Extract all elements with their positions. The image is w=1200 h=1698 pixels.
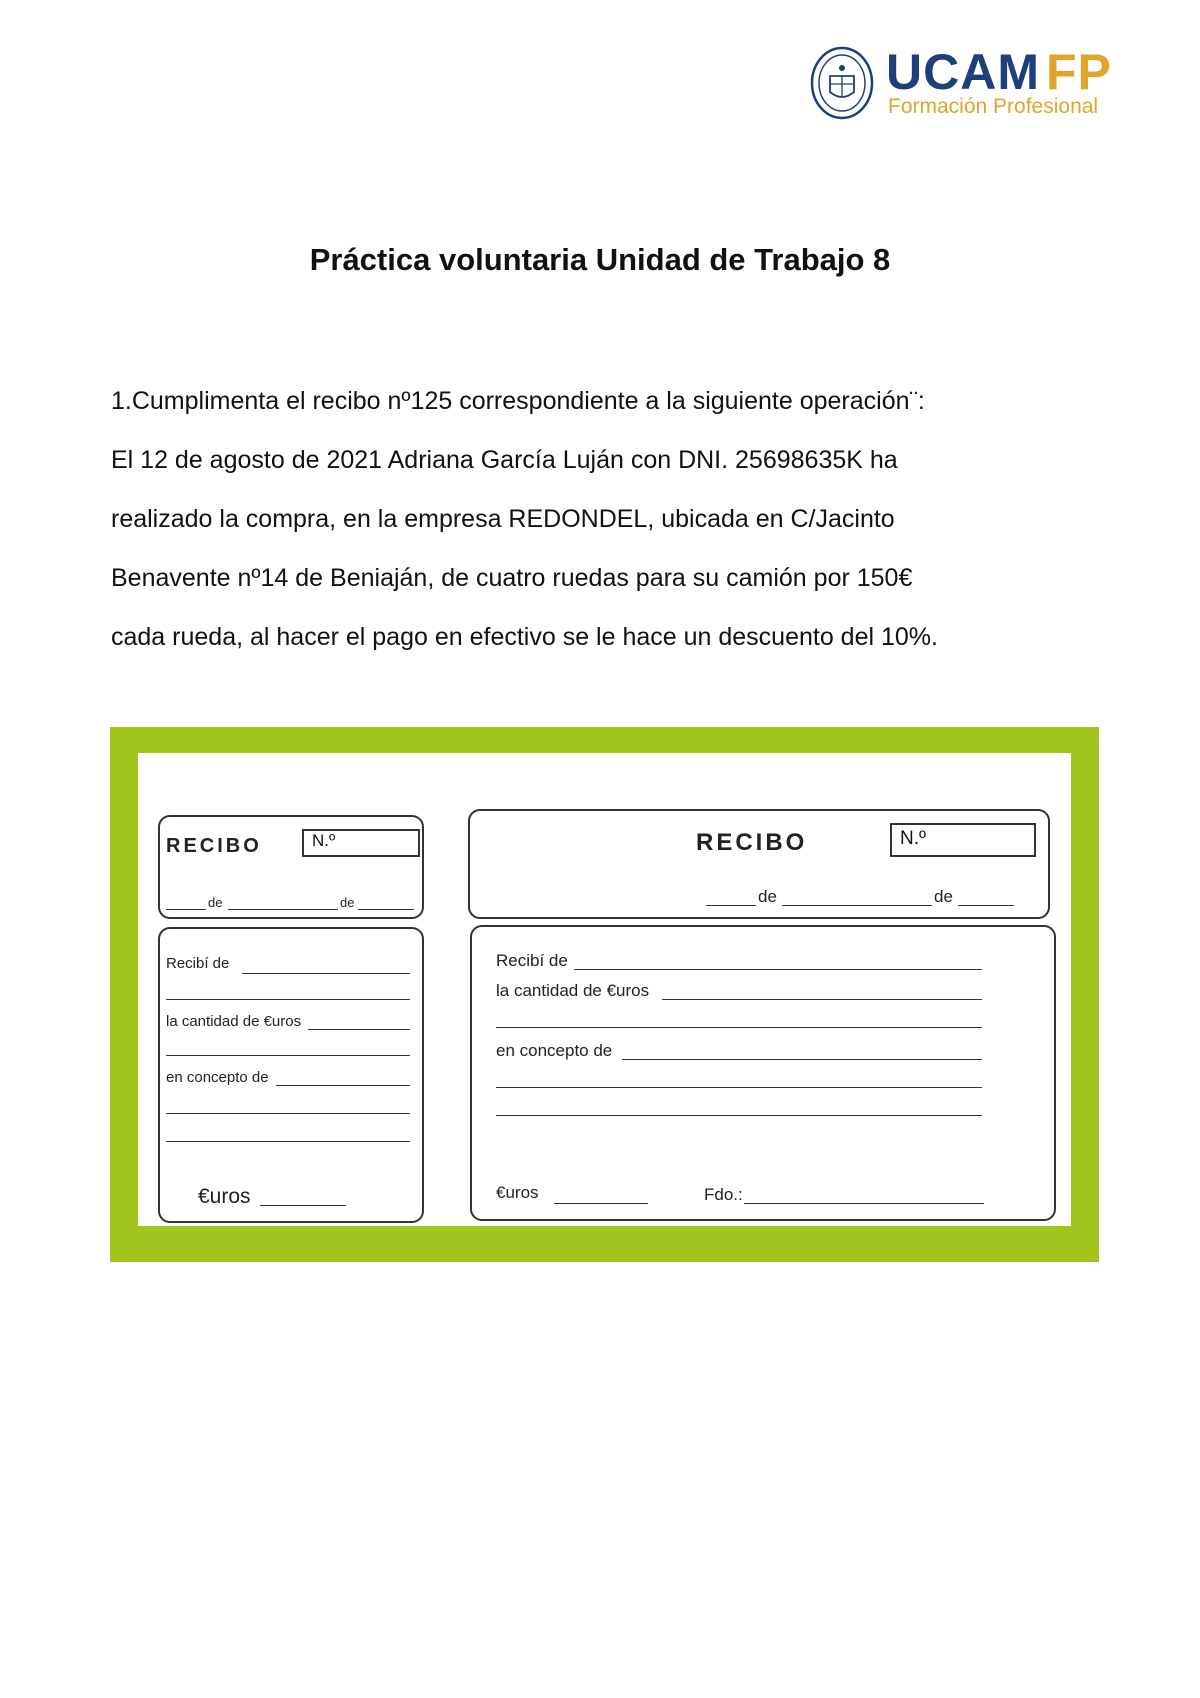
stub-date-year-line[interactable] — [358, 909, 414, 910]
main-date-month-line[interactable] — [782, 905, 932, 906]
main-signature-label: Fdo.: — [704, 1185, 743, 1204]
main-concept-line[interactable] — [622, 1059, 982, 1060]
stub-extra-line[interactable] — [166, 1113, 410, 1114]
logo-brand-suffix: FP — [1045, 44, 1112, 100]
main-date-de-1: de — [758, 887, 777, 906]
statement-line: realizado la compra, en la empresa REDONDEL, ubicada en C/Jacinto — [111, 505, 895, 533]
stub-date-de-1: de — [208, 895, 223, 910]
main-title: RECIBO — [696, 829, 808, 856]
main-concept-label: en concepto de — [496, 1041, 613, 1060]
main-extra-line[interactable] — [496, 1027, 982, 1028]
receipt-frame — [110, 727, 1099, 1262]
stub-concept-line[interactable] — [276, 1085, 410, 1086]
stub-date-de-2: de — [340, 895, 355, 910]
exercise-statement — [111, 372, 1101, 667]
stub-amount-label: la cantidad de €uros — [166, 1013, 302, 1030]
stub-date-day-line[interactable] — [166, 909, 206, 910]
stub-number-field[interactable]: N.º — [302, 829, 420, 857]
page-title: Práctica voluntaria Unidad de Trabajo 8 — [309, 242, 891, 277]
main-date-year-line[interactable] — [958, 905, 1014, 906]
logo-subtitle: Formación Profesional — [888, 95, 1099, 118]
stub-body-box — [158, 927, 424, 1223]
logo-brand: UCAM — [886, 44, 1040, 100]
stub-date-month-line[interactable] — [228, 909, 338, 910]
main-date-day-line[interactable] — [706, 905, 756, 906]
stub-received-from-label: Recibí de — [166, 955, 230, 972]
receipt-sheet — [138, 753, 1071, 1226]
main-signature-line[interactable] — [744, 1203, 984, 1204]
stub-header-box — [158, 815, 424, 919]
stub-amount-line[interactable] — [308, 1029, 410, 1030]
stub-received-from-line[interactable] — [242, 973, 410, 974]
statement-line: 1.Cumplimenta el recibo nº125 correspondiente a la siguiente operación¨: — [111, 387, 925, 415]
main-extra-line[interactable] — [496, 1115, 982, 1116]
main-extra-line[interactable] — [496, 1087, 982, 1088]
statement-line: El 12 de agosto de 2021 Adriana García Luján con DNI. 25698635K ha — [111, 446, 898, 474]
main-received-from-label: Recibí de — [496, 951, 568, 970]
main-amount-label: la cantidad de €uros — [496, 981, 650, 1000]
main-received-from-line[interactable] — [574, 969, 982, 970]
stub-extra-line[interactable] — [166, 999, 410, 1000]
stub-extra-line[interactable] — [166, 1055, 410, 1056]
stub-concept-label: en concepto de — [166, 1069, 269, 1086]
university-seal-icon — [810, 46, 874, 120]
stub-extra-line[interactable] — [166, 1141, 410, 1142]
main-euros-label: €uros — [496, 1183, 539, 1202]
main-amount-line[interactable] — [662, 999, 982, 1000]
statement-line: Benavente nº14 de Beniaján, de cuatro ruedas para su camión por 150€ — [111, 564, 913, 592]
stub-euros-label: €uros — [198, 1185, 251, 1208]
stub-title: RECIBO — [166, 835, 262, 857]
main-euros-line[interactable] — [554, 1203, 648, 1204]
main-date-de-2: de — [934, 887, 953, 906]
main-number-field[interactable]: N.º — [890, 823, 1036, 857]
logo-wordmark — [886, 44, 1112, 100]
stub-euros-line[interactable] — [260, 1205, 346, 1206]
statement-line: cada rueda, al hacer el pago en efectivo se le hace un descuento del 10%. — [111, 623, 938, 651]
ucam-fp-logo — [810, 44, 1110, 124]
main-header-box — [468, 809, 1050, 919]
main-body-box — [470, 925, 1056, 1221]
